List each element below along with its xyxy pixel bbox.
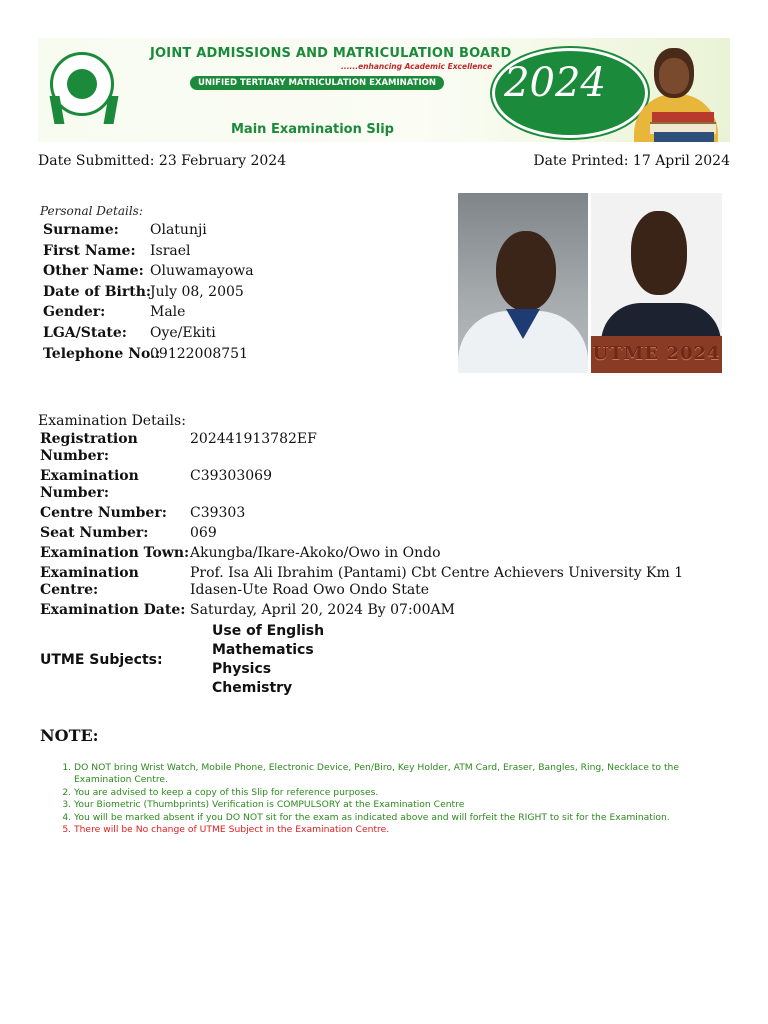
- surname-value: Olatunji: [150, 222, 207, 238]
- personal-details: [43, 222, 254, 366]
- row-subjects: [40, 622, 730, 698]
- subjects-list: [190, 622, 324, 698]
- banner-person-image: [628, 46, 724, 142]
- date-printed: Date Printed: 17 April 2024: [533, 153, 730, 169]
- exam-banner-label: UNIFIED TERTIARY MATRICULATION EXAMINATION: [190, 76, 444, 90]
- subject-item: Mathematics: [212, 642, 314, 658]
- candidate-photo-utme: [591, 193, 722, 373]
- subjects-label: UTME Subjects:: [40, 651, 163, 668]
- examination-details-heading: Examination Details:: [38, 413, 186, 429]
- telephone-value: 09122008751: [150, 345, 248, 362]
- note-item-warning: 5. There will be No change of UTME Subject in the Examination Centre.: [74, 824, 724, 836]
- row-registration: [40, 431, 730, 465]
- date-submitted: Date Submitted: 23 February 2024: [38, 153, 287, 169]
- exam-date-value: Saturday, April 20, 2024 By 07:00AM: [190, 602, 455, 618]
- first-name-value: Israel: [150, 242, 191, 259]
- lga-label: LGA/State:: [43, 324, 127, 341]
- row-date: [40, 602, 730, 619]
- personal-details-heading: Personal Details:: [40, 204, 143, 218]
- centre-value: Prof. Isa Ali Ibrahim (Pantami) Cbt Centre Achievers University Km 1 Idasen-Ute Road Owo Ondo State: [190, 565, 684, 598]
- dob-value: July 08, 2005: [150, 283, 244, 300]
- slip-title: Main Examination Slip: [231, 122, 394, 137]
- row-centre: [40, 565, 730, 599]
- town-label: Examination Town:: [40, 545, 190, 561]
- note-item: 4. You will be marked absent if you DO NOT sit for the exam as indicated above and will forfeit the RIGHT to sit for the Examination.: [74, 812, 724, 824]
- centre-number-label: Centre Number:: [40, 505, 167, 521]
- personal-row-lga: [43, 325, 254, 346]
- row-seat: [40, 525, 730, 542]
- surname-label: Surname:: [43, 222, 119, 238]
- town-value: Akungba/Ikare-Akoko/Owo in Ondo: [190, 545, 441, 561]
- board-name: JOINT ADMISSIONS AND MATRICULATION BOARD: [150, 46, 512, 61]
- utme-stamp-text: UTME 2024: [592, 343, 721, 364]
- candidate-photo-registration: [458, 193, 588, 373]
- note-list: [62, 762, 724, 836]
- personal-row-surname: [43, 222, 254, 243]
- year-text: 2024: [504, 60, 606, 106]
- dob-label: Date of Birth:: [43, 283, 152, 300]
- telephone-label: Telephone No.:: [43, 345, 161, 362]
- tagline: ......enhancing Academic Excellence: [341, 62, 493, 71]
- other-name-value: Oluwamayowa: [150, 263, 254, 280]
- personal-row-other-name: [43, 263, 254, 284]
- examination-details: [40, 431, 730, 701]
- personal-row-dob: [43, 284, 254, 305]
- subject-item: Use of English: [212, 623, 325, 639]
- row-centre-number: [40, 505, 730, 522]
- first-name-label: First Name:: [43, 242, 136, 259]
- lga-value: Oye/Ekiti: [150, 324, 216, 341]
- personal-row-first-name: [43, 243, 254, 264]
- note-item: 1. DO NOT bring Wrist Watch, Mobile Phone, Electronic Device, Pen/Biro, Key Holder, ATM Card, Eraser, Bangles, Ring, Necklace to the Examination Centre.: [74, 762, 724, 787]
- subject-item: Chemistry: [212, 680, 293, 696]
- subject-item: Physics: [212, 661, 272, 677]
- seat-value: 069: [190, 525, 217, 541]
- note-item: 2. You are advised to keep a copy of this Slip for reference purposes.: [74, 787, 724, 799]
- other-name-label: Other Name:: [43, 263, 144, 280]
- note-item: 3. Your Biometric (Thumbprints) Verification is COMPULSORY at the Examination Centre: [74, 799, 724, 811]
- jamb-logo-emblem: [67, 69, 97, 99]
- registration-label: Registration Number:: [40, 431, 138, 464]
- centre-number-value: C39303: [190, 505, 246, 521]
- exam-number-value: C39303069: [190, 468, 272, 484]
- exam-date-label: Examination Date:: [40, 602, 186, 618]
- personal-row-telephone: [43, 346, 254, 367]
- registration-value: 202441913782EF: [190, 431, 317, 447]
- note-title: NOTE:: [40, 726, 99, 745]
- personal-row-gender: [43, 304, 254, 325]
- row-exam-number: [40, 468, 730, 502]
- exam-number-label: Examination Number:: [40, 468, 139, 501]
- gender-value: Male: [150, 304, 186, 321]
- gender-label: Gender:: [43, 304, 106, 321]
- seat-label: Seat Number:: [40, 525, 149, 541]
- centre-label: Examination Centre:: [40, 565, 139, 598]
- row-town: [40, 545, 730, 562]
- header-banner: [38, 38, 730, 142]
